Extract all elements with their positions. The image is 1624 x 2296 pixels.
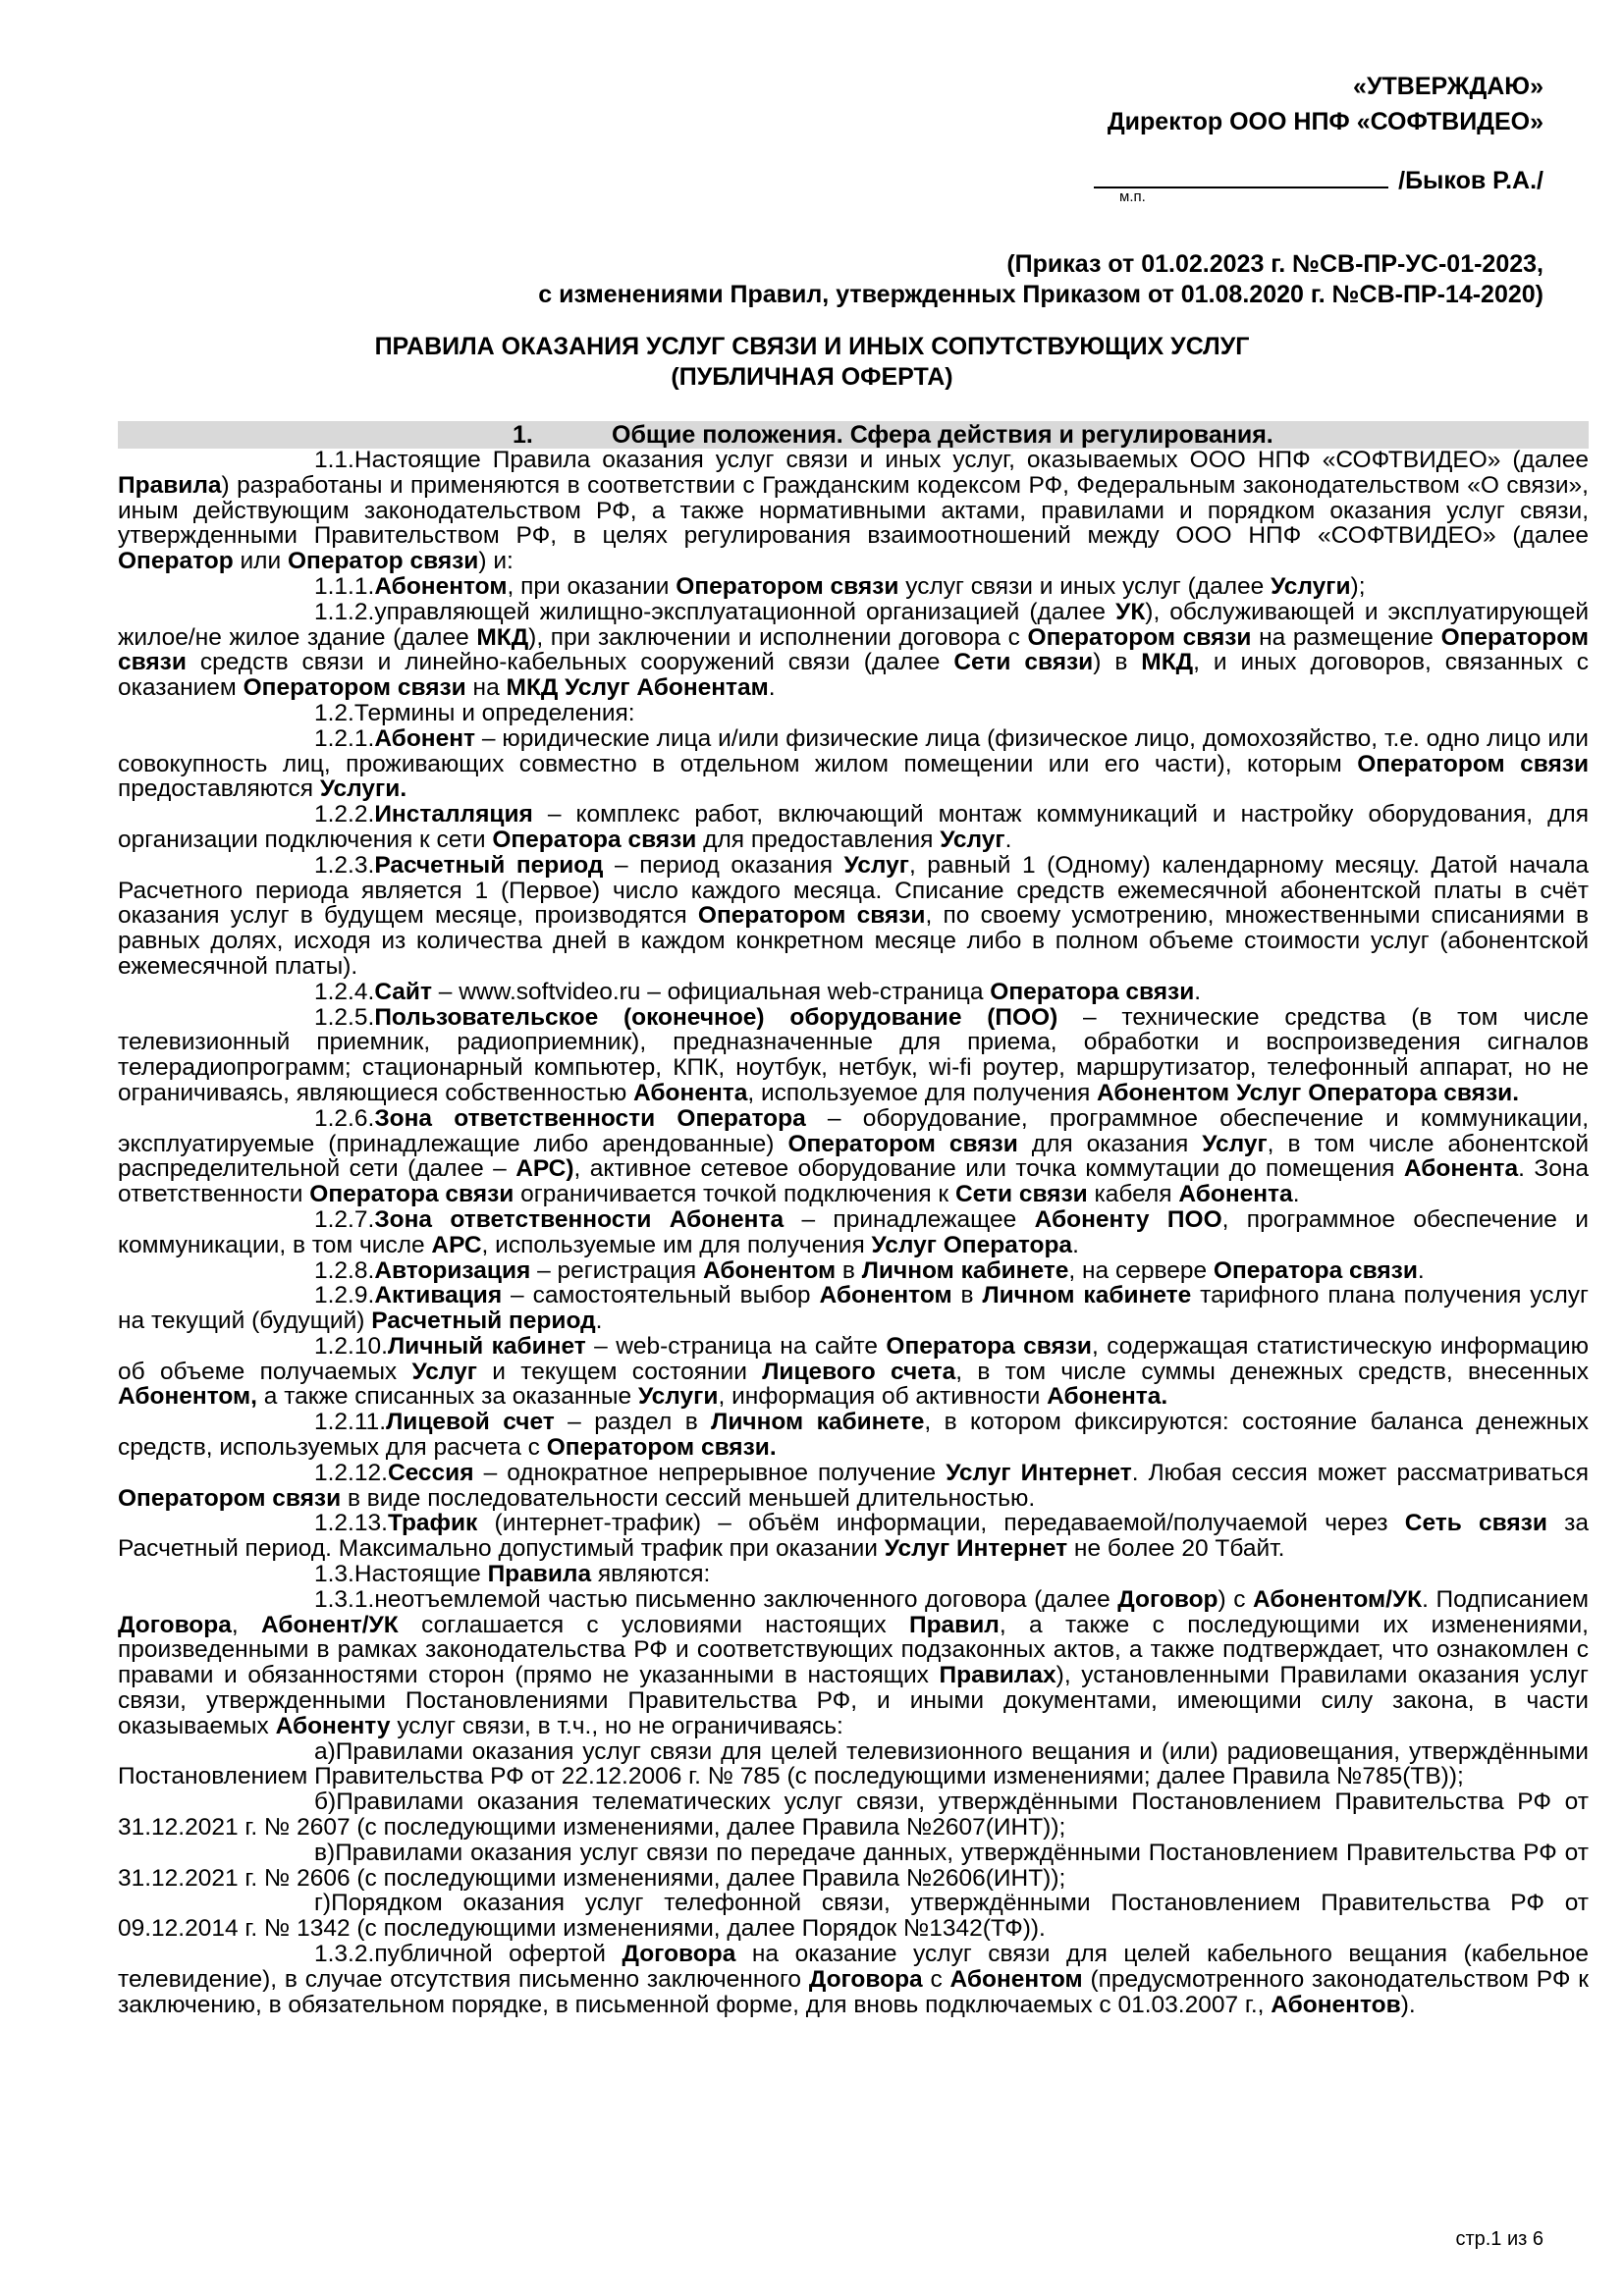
paragraph-text: Абонент – юридические лица и/или физические лица (физическое лицо, домохозяйство, т.е. одно лицо или совокупность лиц, проживающих совместно в отдельном жилом помещении или его части), которым Оператором связи предоставляются Услуги.	[118, 724, 1590, 803]
document-body	[118, 448, 1589, 2017]
paragraph-1-2-9	[118, 1283, 1589, 1334]
paragraph-text: Правилами оказания услуг связи по передаче данных, утверждёнными Постановлением Правительства РФ от 31.12.2021 г. № 2606 (с последующими изменениями, далее Правила №2606(ИНТ));	[118, 1839, 1589, 1892]
paragraph-1-1-2	[118, 600, 1589, 701]
paragraph-1-1-1	[118, 574, 1589, 600]
paragraph-number: 1.2.1.	[314, 724, 375, 752]
paragraph-text: неотъемлемой частью письменно заключенного договора (далее Договор) с Абонентом/УК. Подписанием Договора, Абонент/УК соглашается с условиями настоящих Правил, а также с последующими их изменениями, произведенными в рамках законодательства РФ и соответствующих подзаконных актов, а также подтверждает, что ознакомлен с правами и обязанностями сторон (прямо не указанными в настоящих Правилах), установленными Правилами оказания услуг связи, утвержденными Постановлениями Правительства РФ, и иными документами, имеющими силу закона, в части оказываемых Абоненту услуг связи, в т.ч., но не ограничиваясь:	[118, 1585, 1589, 1739]
signature-line	[1094, 161, 1388, 188]
paragraph-text: Авторизация – регистрация Абонентом в Личном кабинете, на сервере Оператора связи.	[374, 1256, 1425, 1284]
paragraph-number: 1.2.6.	[314, 1104, 375, 1132]
paragraph-number: 1.2.	[314, 699, 354, 726]
director-title: Директор ООО НПФ «СОФТВИДЕО»	[1107, 108, 1543, 135]
paragraph-number: 1.2.5.	[314, 1003, 375, 1031]
approve-label: «УТВЕРЖДАЮ»	[1353, 73, 1543, 100]
paragraph-text: Сайт – www.softvideo.ru – официальная web-страница Оператора связи.	[374, 978, 1202, 1005]
paragraph-number: 1.2.2.	[314, 801, 375, 828]
order-reference	[538, 249, 1543, 310]
paragraph-text: Абонентом, при оказании Оператором связи услуг связи и иных услуг (далее Услуги);	[374, 572, 1366, 600]
paragraph-number: 1.2.4.	[314, 978, 375, 1005]
paragraph-number: в)	[314, 1839, 336, 1866]
paragraph-text: Правилами оказания услуг связи для целей телевизионного вещания и (или) радиовещания, утверждёнными Постановлением Правительства РФ от 22.12.2006 г. № 785 (с последующими изменениями; далее Правила №785(ТВ));	[118, 1737, 1589, 1790]
paragraph-1-2-8	[118, 1258, 1589, 1284]
paragraph-text: Зона ответственности Абонента – принадлежащее Абоненту ПОО, программное обеспечение и коммуникации, в том числе АРС, используемые им для получения Услуг Оператора.	[118, 1205, 1589, 1258]
paragraph-number: 1.2.10.	[314, 1332, 388, 1360]
paragraph-text: Сессия – однократное непрерывное получение Услуг Интернет. Любая сессия может рассматриваться Оператором связи в виде последовательности сессий меньшей длительностью.	[118, 1459, 1589, 1512]
paragraph-number: 1.1.2.	[314, 598, 375, 625]
title-line-1: ПРАВИЛА ОКАЗАНИЯ УСЛУГ СВЯЗИ И ИНЫХ СОПУТСТВУЮЩИХ УСЛУГ	[374, 333, 1250, 360]
paragraph-1-2-1	[118, 726, 1589, 802]
paragraph-text: Трафик (интернет-трафик) – объём информации, передаваемой/получаемой через Сеть связи за Расчетный период. Максимально допустимый трафик при оказании Услуг Интернет не более 20 Тбайт.	[118, 1510, 1589, 1563]
section-number: 1.	[513, 421, 533, 449]
paragraph-number: 1.2.8.	[314, 1256, 375, 1284]
paragraph-text: Правилами оказания телематических услуг связи, утверждёнными Постановлением Правительства РФ от 31.12.2021 г. № 2607 (с последующими изменениями, далее Правила №2607(ИНТ));	[118, 1789, 1589, 1842]
paragraph-г	[118, 1891, 1589, 1942]
paragraph-1-1	[118, 448, 1589, 574]
paragraph-text: публичной офертой Договора на оказание услуг связи для целей кабельного вещания (кабельное телевидение), в случае отсутствия письменно заключенного Договора с Абонентом (предусмотренного законодательством РФ к заключению, в обязательном порядке, в письменной форме, для вновь подключаемых с 01.03.2007 г., Абонентов).	[118, 1941, 1589, 2018]
paragraph-1-2-3	[118, 853, 1589, 980]
paragraph-number: 1.3.	[314, 1561, 354, 1588]
paragraph-number: 1.2.13.	[314, 1510, 388, 1537]
paragraph-а	[118, 1739, 1589, 1790]
paragraph-text: Активация – самостоятельный выбор Абонентом в Личном кабинете тарифного плана получения услуг на текущий (будущий) Расчетный период.	[118, 1282, 1589, 1335]
paragraph-text: Инсталляция – комплекс работ, включающий монтаж коммуникаций и настройку оборудования, для организации подключения к сети Оператора связи для предоставления Услуг.	[118, 801, 1589, 853]
paragraph-1-2-4	[118, 980, 1589, 1005]
section-heading	[118, 421, 1589, 449]
paragraph-number: 1.1.1.	[314, 572, 375, 600]
paragraph-number: 1.3.2.	[314, 1941, 375, 1968]
paragraph-text: Лицевой счет – раздел в Личном кабинете, в котором фиксируются: состояние баланса денежных средств, используемых для расчета с Оператором связи.	[118, 1409, 1589, 1462]
paragraph-1-2-7	[118, 1207, 1589, 1258]
title-line-2: (ПУБЛИЧНАЯ ОФЕРТА)	[671, 363, 953, 391]
approval-block	[1108, 69, 1543, 139]
paragraph-text: Настоящие Правила являются:	[353, 1561, 711, 1588]
paragraph-1-2-11	[118, 1410, 1589, 1461]
paragraph-text: Термины и определения:	[353, 699, 635, 726]
paragraph-1-2-6	[118, 1106, 1589, 1207]
paragraph-1-2-5	[118, 1005, 1589, 1106]
paragraph-number: 1.1.	[314, 447, 354, 473]
document-title	[118, 332, 1506, 393]
paragraph-в	[118, 1841, 1589, 1892]
paragraph-1-2	[118, 701, 1589, 726]
paragraph-1-3	[118, 1562, 1589, 1587]
paragraph-text: Личный кабинет – web-страница на сайте Оператора связи, содержащая статистическую информацию об объеме получаемых Услуг и текущем состоянии Лицевого счета, в том числе суммы денежных средств, внесенных Абонентом, а также списанных за оказанные Услуги, информация об активности Абонента.	[118, 1332, 1590, 1411]
paragraph-number: 1.2.9.	[314, 1282, 375, 1309]
paragraph-text: Расчетный период – период оказания Услуг, равный 1 (Одному) календарному месяцу. Датой начала Расчетного периода является 1 (Первое) число каждого месяца. Списание средств ежемесячной абонентской платы в счёт оказания услуг в будущем месяце, производятся Оператором связи, по своему усмотрению, множественными списаниями в равных долях, исходя из количества дней в каждом конкретном месяце либо в полном объеме стоимости услуг (абонентской ежемесячной платы).	[118, 851, 1589, 980]
paragraph-number: 1.2.12.	[314, 1459, 388, 1486]
paragraph-1-2-2	[118, 802, 1589, 853]
paragraph-number: б)	[314, 1789, 337, 1816]
paragraph-number: 1.3.1.	[314, 1585, 375, 1613]
stamp-place-label: м.п.	[1119, 188, 1146, 205]
page-number: стр.1 из 6	[1455, 2228, 1543, 2250]
paragraph-number: 1.2.11.	[314, 1409, 387, 1436]
paragraph-б	[118, 1789, 1589, 1841]
signature-name: /Быков Р.А./	[1398, 167, 1543, 194]
signature-row	[1094, 161, 1543, 198]
order-line-1: (Приказ от 01.02.2023 г. №СВ-ПР-УС-01-2023,	[1006, 250, 1543, 278]
paragraph-1-2-13	[118, 1511, 1589, 1562]
paragraph-text: управляющей жилищно-эксплуатационной организацией (далее УК), обслуживающей и эксплуатирующей жилое/не жилое здание (далее МКД), при заключении и исполнении договора с Оператором связи на размещение Оператором связи средств связи и линейно-кабельных сооружений связи (далее Сети связи) в МКД, и иных договоров, связанных с оказанием Оператором связи на МКД Услуг Абонентам.	[118, 598, 1590, 702]
paragraph-number: 1.2.7.	[314, 1205, 375, 1233]
paragraph-text: Порядком оказания услуг телефонной связи, утверждёнными Постановлением Правительства РФ от 09.12.2014 г. № 1342 (с последующими изменениями, далее Порядок №1342(ТФ)).	[118, 1890, 1589, 1943]
section-title: Общие положения. Сфера действия и регулирования.	[612, 421, 1273, 449]
paragraph-number: а)	[314, 1737, 336, 1765]
paragraph-number: г)	[314, 1890, 332, 1917]
paragraph-number: 1.2.3.	[314, 851, 375, 879]
paragraph-1-3-1	[118, 1587, 1589, 1739]
paragraph-text: Настоящие Правила оказания услуг связи и иных услуг, оказываемых ООО НПФ «СОФТВИДЕО» (далее Правила) разработаны и применяются в соответствии с Гражданским кодексом РФ, Федеральным законодательством «О связи», иным действующим законодательством РФ, а также нормативными актами, правилами и порядком оказания услуг связи, утвержденными Правительством РФ, в целях регулирования взаимоотношений между ООО НПФ «СОФТВИДЕО» (далее Оператор или Оператор связи) и:	[118, 447, 1589, 575]
paragraph-text: Зона ответственности Оператора – оборудование, программное обеспечение и коммуникации, эксплуатируемые (принадлежащие либо арендованные) Оператором связи для оказания Услуг, в том числе абонентской распределительной сети (далее – АРС), активное сетевое оборудование или точка коммутации до помещения Абонента. Зона ответственности Оператора связи ограничивается точкой подключения к Сети связи кабеля Абонента.	[118, 1104, 1590, 1208]
paragraph-text: Пользовательское (оконечное) оборудование (ПОО) – технические средства (в том числе телевизионный приемник, радиоприемник), предназначенные для приема, обработки и воспроизведения сигналов телерадиопрограмм; стационарный компьютер, КПК, ноутбук, нетбук, wi-fi роутер, маршрутизатор, телефонный аппарат, но не ограничиваясь, являющиеся собственностью Абонента, используемое для получения Абонентом Услуг Оператора связи.	[118, 1003, 1589, 1106]
paragraph-1-2-12	[118, 1461, 1589, 1512]
order-line-2: с изменениями Правил, утвержденных Приказом от 01.08.2020 г. №СВ-ПР-14-2020)	[538, 281, 1543, 308]
paragraph-1-2-10	[118, 1334, 1589, 1410]
paragraph-1-3-2	[118, 1942, 1589, 2017]
